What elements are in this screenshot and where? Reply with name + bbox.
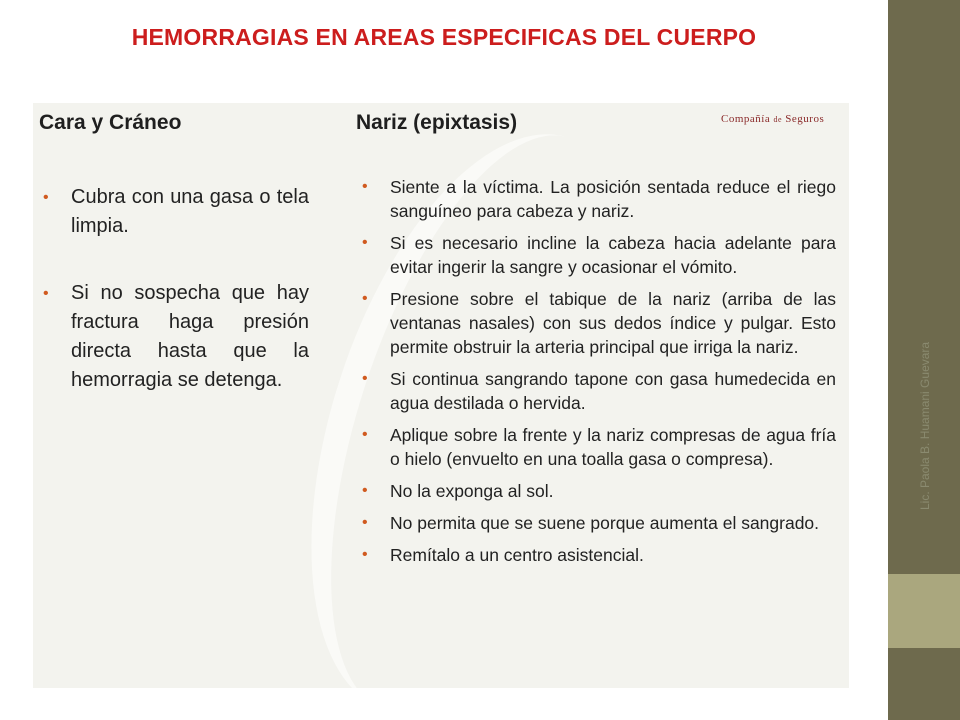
right-list-item-text: Siente a la víctima. La posición sentada reduce el riego sanguíneo para cabeza y nariz.	[390, 177, 836, 221]
sidebar-accent-block	[888, 574, 960, 648]
bullet-icon: •	[362, 426, 368, 443]
column-cara-craneo	[39, 111, 309, 433]
bullet-icon: •	[43, 189, 49, 206]
right-list-item-text: Presione sobre el tabique de la nariz (arriba de las ventanas nasales) con sus dedos índice y pulgar. Esto permite obstruir la arteria principal que irriga la nariz.	[390, 289, 836, 357]
right-list-item	[356, 175, 836, 223]
bullet-icon: •	[362, 290, 368, 307]
right-list-item	[356, 287, 836, 359]
right-list-item-text: No la exponga al sol.	[390, 481, 554, 501]
left-list-item-text: Cubra con una gasa o tela limpia.	[71, 186, 309, 237]
right-list-item-text: Si es necesario incline la cabeza hacia adelante para evitar ingerir la sangre y ocasionar el vómito.	[390, 233, 836, 277]
right-list-item-text: No permita que se suene porque aumenta el sangrado.	[390, 513, 820, 533]
bullet-icon: •	[362, 546, 368, 563]
logo-connector: de	[773, 115, 783, 124]
bullet-icon: •	[362, 482, 368, 499]
logo-tail: Seguros	[785, 113, 825, 125]
right-list-item	[356, 479, 836, 503]
bullet-icon: •	[362, 514, 368, 531]
right-list-item	[356, 543, 836, 567]
right-bullet-list	[356, 175, 836, 567]
heading-nariz: Nariz (epixtasis)	[356, 111, 518, 134]
content-image	[33, 103, 849, 688]
right-list-item	[356, 231, 836, 279]
bullet-icon: •	[362, 234, 368, 251]
logo-main: Compañía	[721, 113, 771, 125]
right-list-item	[356, 423, 836, 471]
bullet-icon: •	[362, 178, 368, 195]
bullet-icon: •	[362, 370, 368, 387]
right-list-item-text: Si continua sangrando tapone con gasa humedecida en agua destilada o hervida.	[390, 369, 836, 413]
bullet-icon: •	[43, 285, 49, 302]
slide-title: HEMORRAGIAS EN AREAS ESPECIFICAS DEL CUERPO	[131, 24, 757, 50]
heading-cara-craneo: Cara y Cráneo	[39, 111, 182, 134]
left-list-item	[39, 279, 309, 395]
left-list-item-text: Si no sospecha que hay fractura haga presión directa hasta que la hemorragia se detenga.	[71, 282, 309, 391]
left-list-item	[39, 183, 309, 241]
column-nariz	[356, 111, 836, 575]
left-bullet-list	[39, 183, 309, 395]
right-list-item	[356, 367, 836, 415]
author-credit: Lic. Paola B. Huamani Guevara	[918, 341, 932, 510]
right-list-item-text: Remítalo a un centro asistencial.	[390, 545, 644, 565]
right-list-item-text: Aplique sobre la frente y la nariz compresas de agua fría o hielo (envuelto en una toalla gasa o compresa).	[390, 425, 836, 469]
right-list-item	[356, 511, 836, 535]
